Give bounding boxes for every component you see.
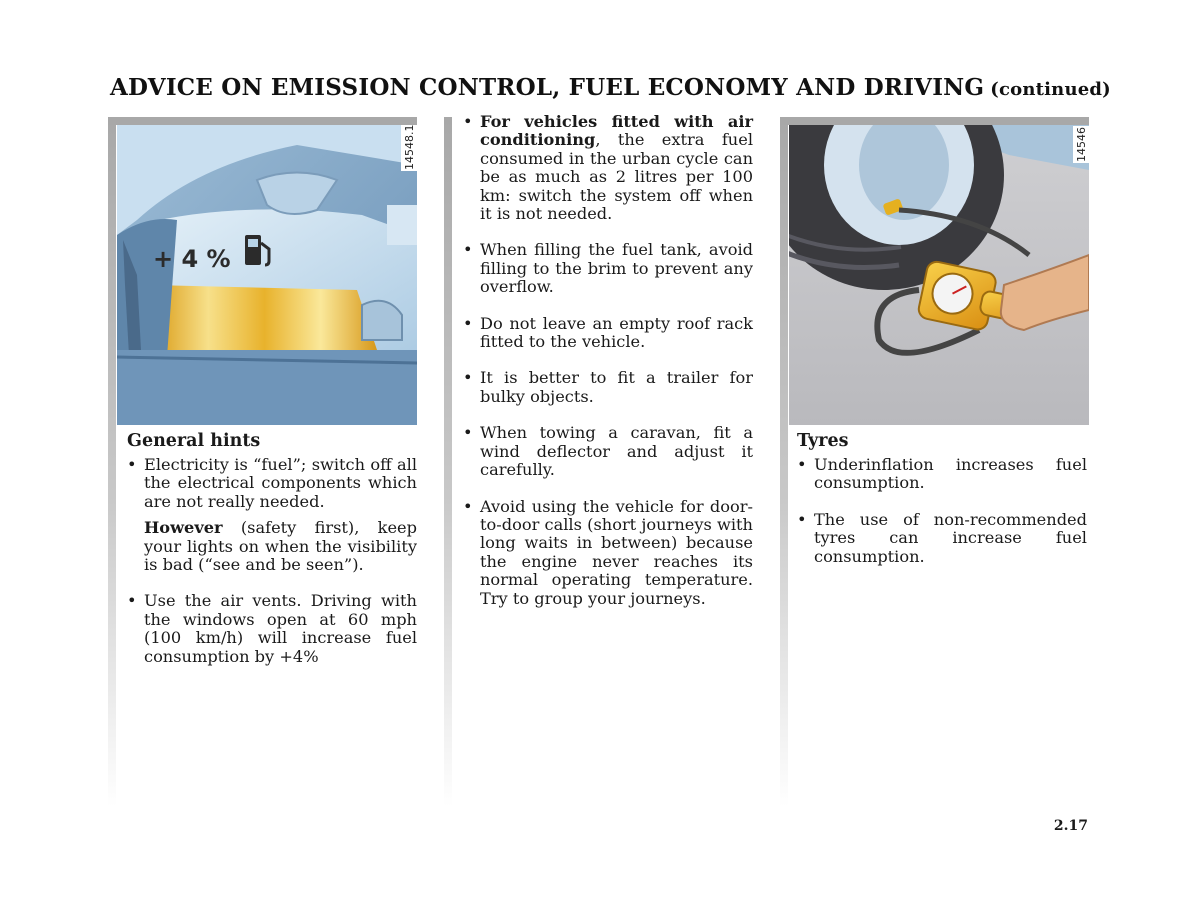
column-middle-advice <box>463 113 753 626</box>
bullet-symbol: • <box>463 423 473 443</box>
list-item <box>463 315 753 352</box>
list-item <box>797 456 1087 493</box>
bullet-text: Do not leave an empty roof rack fitted to the vehicle. <box>480 313 753 352</box>
figure-reference-right: 14546 <box>1075 127 1088 162</box>
list-item <box>463 369 753 406</box>
bullet-text: Avoid using the vehicle for door-to-door calls (short journeys with long waits in between) because the engine never reaches its normal operating temperature. Try to group your journeys. <box>480 496 753 608</box>
column-rule-middle <box>444 117 452 807</box>
list-item <box>797 511 1087 566</box>
car-window-illustration <box>117 125 417 425</box>
note-text: (safety first), keep your lights on when the visibility is bad (“see and be seen”). <box>144 518 417 575</box>
list-item <box>127 456 417 574</box>
list-item <box>127 592 417 666</box>
bullet-symbol: • <box>127 591 137 611</box>
bullet-note <box>144 519 417 574</box>
column-general-hints <box>127 430 417 684</box>
bullet-text-rest: , the extra fuel consumed in the urban cycle can be as much as 2 litres per 100 km: switch the system off when it is not needed. <box>480 130 753 224</box>
lowered-window-glass <box>152 285 377 350</box>
page-title <box>110 74 1111 101</box>
column-tyres <box>797 430 1087 584</box>
bullet-text: Underinflation increases fuel consumption. <box>814 455 1087 493</box>
bullet-symbol: • <box>127 455 137 474</box>
figure-reference-left: 14548.1 <box>403 125 416 170</box>
page-title-suffix: (continued) <box>990 79 1111 100</box>
bullet-symbol: • <box>797 509 807 529</box>
bullet-symbol: • <box>463 496 473 516</box>
column-rule-right <box>780 117 788 807</box>
list-item <box>463 424 753 479</box>
bullet-symbol: • <box>463 112 473 131</box>
bullet-text: Electricity is “fuel”; switch off all the electrical components which are not really needed. <box>144 455 417 511</box>
bullet-text: When filling the fuel tank, avoid filling to the brim to prevent any overflow. <box>480 240 753 297</box>
bullet-text: Use the air vents. Driving with the windows open at 60 mph (100 km/h) will increase fuel consumption by +4% <box>144 591 417 666</box>
tyre-gauge-drawing <box>789 125 1089 425</box>
note-emphasis: However <box>144 518 223 538</box>
rear-view-mirror <box>387 205 417 245</box>
bullet-symbol: • <box>463 368 473 388</box>
bullet-symbol: • <box>463 240 473 260</box>
bullet-symbol: • <box>463 313 473 333</box>
page-title-main: ADVICE ON EMISSION CONTROL, FUEL ECONOMY AND DRIVING <box>110 74 985 101</box>
door-mirror <box>362 301 402 340</box>
bullet-text <box>480 113 753 223</box>
bullet-text: It is better to fit a trailer for bulky objects. <box>480 368 753 406</box>
column-rule-left <box>108 117 116 807</box>
figure-band-right <box>780 117 1089 125</box>
figure-band-left <box>108 117 417 125</box>
bullet-symbol: • <box>797 455 807 474</box>
bullet-text: When towing a caravan, fit a wind deflector and adjust it carefully. <box>480 423 753 480</box>
page-number: 2.17 <box>1053 818 1088 834</box>
general-hints-heading: General hints <box>127 431 261 451</box>
car-window-drawing <box>117 125 417 425</box>
list-item <box>463 241 753 296</box>
fuel-increase-label: + 4 % <box>153 245 231 273</box>
list-item <box>463 113 753 223</box>
tyre-pressure-illustration <box>789 125 1089 425</box>
tyres-heading: Tyres <box>797 431 849 451</box>
bullet-text: The use of non-recommended tyres can increase fuel consumption. <box>814 509 1087 566</box>
bullet-emphasis: For vehicles fitted with air conditioning <box>480 112 753 150</box>
list-item <box>463 498 753 608</box>
